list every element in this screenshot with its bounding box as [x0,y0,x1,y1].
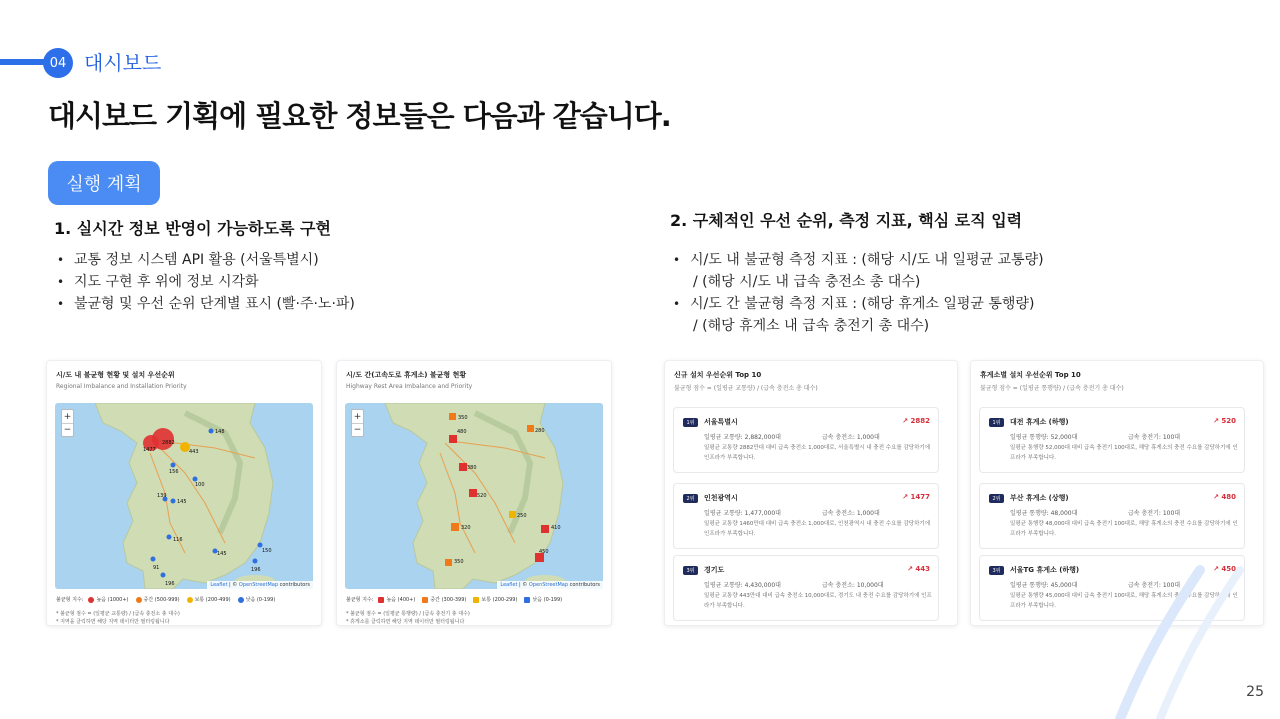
marker-rest-area[interactable] [509,511,527,519]
marker-label: 116 [173,537,183,543]
marker-gangwon[interactable] [209,429,225,436]
rank-description: 일평균 교통량 443만대 대비 급속 충전소 10,000대로, 경기도 내 충전 수요를 감당하기에 인프라가 부족합니다. [704,593,932,609]
legend-text: 높음 (1000+) [96,597,129,603]
page-number: 25 [1246,684,1264,700]
rank-badge: 3위 [989,566,1004,575]
map-legend [56,596,282,603]
legend-item-normal [473,596,517,603]
legend-text: 중간 (300-399) [430,597,467,603]
marker-label: 350 [458,415,468,421]
trend-up-icon: ↗ [902,417,909,425]
panel-title: 시/도 간(고속도로 휴게소) 불균형 현황 [346,371,467,379]
marker-label: 480 [457,429,467,435]
swoosh-stroke [1120,570,1200,719]
map-attribution: Leaflet | © OpenStreetMap contributors [497,581,603,589]
marker-gwangju[interactable] [151,557,160,572]
marker-rest-area[interactable] [445,559,464,566]
right-column-title: 2. 구체적인 우선 순위, 측정 지표, 핵심 로직 입력 [670,211,1023,230]
rank-name: 서울특별시 [704,418,738,426]
marker-label: 410 [551,525,561,531]
marker-rest-area[interactable] [449,413,468,421]
legend-item-mid [422,596,466,603]
osm-link[interactable]: OpenStreetMap [238,582,278,588]
marker-daegu[interactable] [213,549,227,558]
score-value: 450 [1221,565,1236,573]
rank-card[interactable] [979,483,1245,549]
score-value: 520 [1221,417,1236,425]
rank-card[interactable] [979,407,1245,473]
marker-rest-area[interactable] [527,425,545,434]
rank-score [1213,493,1236,501]
rank-charger-stat: 급속 충전기: 100대 [1128,582,1181,589]
marker-label: 91 [153,565,160,571]
marker-label: 196 [251,567,261,573]
legend-swatch [88,597,94,603]
marker-label: 320 [461,525,471,531]
marker-jeonnam[interactable] [161,573,175,588]
page-headline: 대시보드 기획에 필요한 정보들은 다음과 같습니다. [48,99,671,133]
left-bullet-item [54,249,355,271]
legend-item-high [378,596,415,603]
rank-traffic-stat: 일평균 교통량: 4,430,000대 [704,582,781,589]
legend-swatch [187,597,193,603]
rank-name: 서울TG 휴게소 (하행) [1010,566,1080,574]
marker-label: 443 [189,449,199,455]
marker-label: 196 [165,581,175,587]
legend-text: 보통 (200-299) [481,597,518,603]
bullet-text: 교통 정보 시스템 API 활용 (서울특별시) [74,252,319,268]
map-zoom-control [61,409,74,437]
rank-score [902,417,930,425]
bullet-text-continued: / (해당 휴게소 내 급속 충전기 총 대수) [693,318,930,334]
rank-charger-stat: 급속 충전소: 10,000대 [822,582,884,589]
bullet-text: 불균형 및 우선 순위 단계별 표시 (빨·주·노·파) [74,296,355,312]
attribution-text: contributors [279,582,310,588]
filter-note: * 지역을 클릭하면 해당 지역 데이터만 필터링됩니다 [56,619,170,625]
trend-up-icon: ↗ [1213,565,1219,573]
bullet-text: • 시/도 간 불균형 측정 지표 : (해당 휴게소 일평균 통행량) [690,296,1035,312]
rank-name: 인천광역시 [704,494,738,502]
highway-map[interactable] [345,403,603,589]
legend-text: 중간 (500-999) [143,597,180,603]
legend-text: 높음 (400+) [386,597,416,603]
marker-rest-area[interactable] [469,489,487,499]
bullet-text-continued: / (해당 시/도 내 급속 충전소 총 대수) [693,274,921,290]
panel-title: 신규 설치 우선순위 Top 10 [674,371,762,379]
marker-label: 145 [217,551,227,557]
trend-up-icon: ↗ [902,493,909,501]
marker-label: 148 [215,429,225,435]
panel-subtitle: Highway Rest Area Imbalance and Priority [346,383,473,390]
score-value: 1477 [910,493,930,501]
rank-description: 일평균 통행량 45,000대 대비 급속 충전기 100대로, 해당 휴게소의 충전 수요를 감당하기에 인프라가 부족합니다. [1010,593,1238,609]
rank-charger-stat: 급속 충전기: 100대 [1128,434,1181,441]
zoom-in-button[interactable]: + [63,411,72,422]
marker-jeonbuk[interactable] [167,535,183,544]
decorative-swoosh [1060,560,1260,719]
regional-imbalance-panel [46,360,322,626]
zoom-in-button[interactable]: + [353,411,362,422]
marker-label: 100 [195,482,205,488]
formula-note: * 불균형 점수 = (일평균 통행량) / (급속 충전기 총 대수) [346,611,470,617]
rank-badge: 3위 [683,566,698,575]
panel-title: 휴게소별 설치 우선순위 Top 10 [980,371,1081,379]
formula-note: * 불균형 점수 = (일평균 교통량) / (급속 충전소 총 대수) [56,611,180,617]
rank-card[interactable] [673,407,939,473]
legend-swatch [378,597,384,603]
map-legend [346,596,569,603]
rank-description: 일평균 교통량 2882만대 대비 급속 충전소 1,000대로, 서울특별시 내 충전 수요를 감당하기에 인프라가 부족합니다. [704,445,931,461]
attribution-text: contributors [569,582,600,588]
marker-ulsan[interactable] [258,543,272,555]
marker-label: 280 [535,428,545,434]
left-bullet-item [54,293,355,315]
panel-title: 시/도 내 불균형 현황 및 설치 우선순위 [56,371,175,379]
new-install-top10-panel [664,360,958,626]
rank-charger-stat: 급속 충전소: 1,000대 [822,434,880,441]
left-column-title: 1. 실시간 정보 반영이 가능하도록 구현 [54,219,331,238]
legend-swatch [473,597,479,603]
rank-traffic-stat: 일평균 통행량: 52,000대 [1010,434,1078,441]
zoom-out-button[interactable]: − [63,425,72,435]
legend-item-low [238,596,276,603]
rank-badge: 1위 [989,418,1004,427]
score-value: 443 [915,565,930,573]
marker-rest-area[interactable] [449,429,467,443]
rank-traffic-stat: 일평균 교통량: 1,477,000대 [704,510,781,517]
legend-text: 낮음 (0-199) [532,597,563,603]
filter-note: * 휴게소를 클릭하면 해당 지역 데이터만 필터링됩니다 [346,619,465,625]
trend-up-icon: ↗ [1213,493,1219,501]
rank-score [907,565,930,573]
rank-traffic-stat: 일평균 통행량: 48,000대 [1010,510,1078,517]
rank-traffic-stat: 일평균 통행량: 45,000대 [1010,582,1078,589]
plan-pill-label: 실행 계획 [48,161,160,205]
bullet-text: • 시/도 내 불균형 측정 지표 : (해당 시/도 내 일평균 교통량) [690,252,1044,268]
rank-card[interactable] [673,483,939,549]
panel-subtitle: Regional Imbalance and Installation Priority [56,383,187,390]
marker-label: 2882 [162,440,175,446]
marker-label: 150 [262,548,272,554]
score-value: 480 [1221,493,1236,501]
rank-description: 일평균 교통량 1460만대 대비 급속 충전소 1,000대로, 인천광역시 내 충전 수요를 감당하기에 인프라가 부족합니다. [704,521,931,537]
panel-subtitle: 불균형 점수 = (일평균 교통량) / (급속 충전소 총 대수) [674,385,818,392]
legend-swatch [422,597,428,603]
legend-text: 보통 (200-499) [194,597,231,603]
rank-name: 경기도 [704,566,725,574]
leaflet-link[interactable]: Leaflet [210,582,228,588]
marker-rest-area[interactable] [451,523,471,531]
marker-label: 145 [177,499,187,505]
marker-label: 139 [157,493,167,499]
legend-item-low [524,596,562,603]
regional-marker-layer [55,403,313,589]
osm-link[interactable]: OpenStreetMap [528,582,568,588]
marker-rest-area[interactable] [541,525,561,533]
bullet-text: 지도 구현 후 위에 정보 시각화 [74,274,259,290]
legend-item-normal [187,596,231,603]
trend-up-icon: ↗ [1213,417,1219,425]
marker-label: 250 [517,513,527,519]
legend-item-high [88,596,128,603]
marker-incheon[interactable] [143,435,159,453]
leaflet-link[interactable]: Leaflet [500,582,518,588]
section-number-badge: 04 [43,48,73,78]
marker-chungbuk[interactable] [169,463,179,476]
marker-label: 1477 [143,447,156,453]
right-bullet-list [670,249,1044,337]
marker-label: 520 [477,493,487,499]
trend-up-icon: ↗ [907,565,913,573]
rank-score [1213,417,1236,425]
left-bullet-list [54,249,355,315]
panel-subtitle: 불균형 점수 = (일평균 통행량) / (급속 충전기 총 대수) [980,385,1124,392]
rank-name: 부산 휴게소 (상행) [1010,494,1069,502]
legend-swatch [524,597,530,603]
rank-name: 대전 휴게소 (하행) [1010,418,1069,426]
regional-map[interactable] [55,403,313,589]
rank-badge: 2위 [683,494,698,503]
rank-charger-stat: 급속 충전소: 1,000대 [822,510,880,517]
marker-rest-area[interactable] [535,549,549,562]
legend-label: 불균형 지수: [56,597,84,603]
marker-label: 350 [454,559,464,565]
marker-busan[interactable] [251,559,261,574]
section-title: 대시보드 [84,51,162,75]
right-bullet-item [670,249,1044,293]
rank-score [902,493,930,501]
rank-card[interactable] [673,555,939,621]
highway-marker-layer [345,403,603,589]
rank-description: 일평균 통행량 48,000대 대비 급속 충전기 100대로, 해당 휴게소의 충전 수요를 감당하기에 인프라가 부족합니다. [1010,521,1238,537]
rank-description: 일평균 통행량 52,000대 대비 급속 충전기 100대로, 해당 휴게소의 충전 수요를 감당하기에 인프라가 부족합니다. [1010,445,1238,461]
rank-charger-stat: 급속 충전기: 100대 [1128,510,1181,517]
marker-daejeon[interactable] [171,499,187,506]
marker-label: 380 [467,465,477,471]
legend-label: 불균형 지수: [346,597,374,603]
marker-label: 156 [169,469,179,475]
legend-text: 낮음 (0-199) [245,597,276,603]
marker-label: 450 [539,549,549,555]
rank-badge: 1위 [683,418,698,427]
swoosh-stroke [1160,570,1240,719]
zoom-out-button[interactable]: − [353,425,362,435]
legend-swatch [238,597,244,603]
rank-badge: 2위 [989,494,1004,503]
highway-imbalance-panel [336,360,612,626]
legend-swatch [136,597,142,603]
score-value: 2882 [910,417,930,425]
left-bullet-item [54,271,355,293]
marker-sejong[interactable] [193,477,205,489]
rank-traffic-stat: 일평균 교통량: 2,882,000대 [704,434,781,441]
map-zoom-control [351,409,364,437]
marker-gyeonggi[interactable] [180,442,199,455]
marker-rest-area[interactable] [459,463,477,471]
right-bullet-item [670,293,1044,337]
legend-item-mid [136,596,180,603]
marker-chungnam[interactable] [157,493,168,502]
map-attribution: Leaflet | © OpenStreetMap contributors [207,581,313,589]
